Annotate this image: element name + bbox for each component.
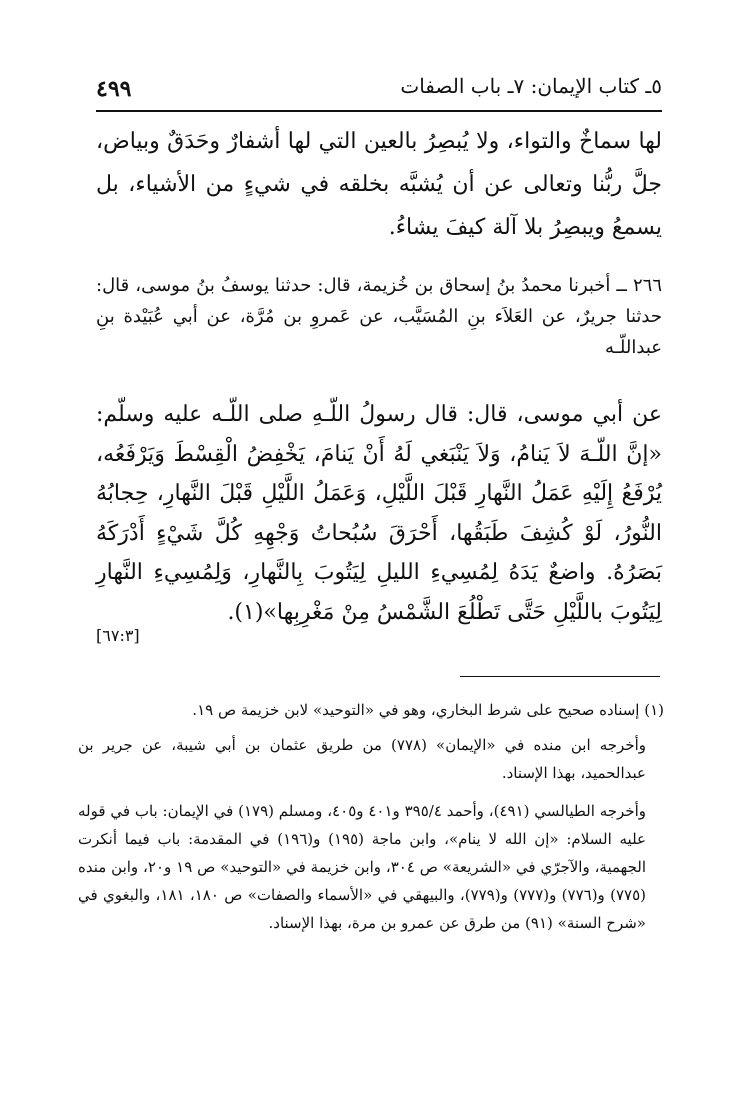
footnote-paragraph: وأخرجه ابن منده في «الإيمان» (٧٧٨) من طريق عثمان بن أبي شيبة، عن جرير بن عبدالحميد، بهذا الإسناد. [78, 736, 647, 782]
page-header [96, 72, 662, 108]
paragraph-intro: لها سماخٌ والتواء، ولا يُبصِرُ بالعين التي لها أشفارٌ وحَدَقٌ وبياض، جلَّ ربُّنا وتعالى عن أن يُشبَّه بخلقه في شيءٍ من الأشياء، بل يسمعُ ويبصِرُ بلا آلة كيفَ يشاءُ. [96, 129, 662, 240]
hadith-text: عن أبي موسى، قال: قال رسولُ اللّـهِ صلى اللّـه عليه وسلّم: «إنَّ اللّـهَ لاَ يَنامُ، وَلاَ يَنْبَغي لَهُ أَنْ يَنامَ، يَخْفِضُ الْقِسْطَ وَيَرْفَعُه، يُرْفَعُ إِلَيْهِ عَمَلُ النَّهارِ قَبْلَ اللَّيْلِ، وَعَمَلُ اللَّيْلِ قَبْلَ النَّهارِ، حِجابُهُ النُّورُ، لَوْ كُشِفَ طَبَقُها، أَحْرَقَ سُبُحاتُ وَجْهِهِ كُلَّ شَيْءٍ أَدْرَكَهُ بَصَرُهُ. واضعٌ يَدَهُ لِمُسِيءِ الليلِ لِيَتُوبَ بِالنَّهارِ، وَلِمُسِيءِ النَّهارِ لِيَتُوبَ باللَّيْلِ حَتَّى تَطْلُعَ الشَّمْسُ مِنْ مَغْرِبِها»(١). [96, 402, 662, 625]
footnote-paragraph: وأخرجه الطيالسي (٤٩١)، وأحمد ٣٩٥/٤ و٤٠١ و٤٠٥، ومسلم (١٧٩) في الإيمان: باب في قوله عليه السلام: «إن الله لا ينام»، وابن ماجة (١٩٥) و(١٩٦) في المقدمة: باب فيما أنكرت الجهمية، والآجرّي في «الشريعة» ص ٣٠٤، وابن خزيمة في «التوحيد» ص ١٩ و٢٠، وابن منده (٧٧٥) و(٧٧٦) و(٧٧٧) و(٧٧٩)، والبيهقي في «الأسماء والصفات» ص ١٨٠، ١٨١، والبغوي في «شرح السنة» (٩١) من طرق عن عمرو بن مرة، بهذا الإسناد. [78, 802, 647, 932]
footnote-separator [460, 676, 660, 677]
page-number: ٤٩٩ [96, 76, 132, 102]
hadith-chain: ٢٦٦ ــ أخبرنا محمدُ بنُ إسحاق بن خُزيمة، قال: حدثنا يوسفُ بنُ موسى، قال: حدثنا جريرٌ، عن العَلاَء بنِ المُسَيَّب، عن عَمروِ بن مُرَّة، عن أبي عُبَيْدة بنِ عبداللّـه [96, 275, 662, 358]
citation-reference: [٦٧:٣] [96, 626, 140, 645]
running-title: ٥ـ كتاب الإيمان: ٧ـ باب الصفات [400, 74, 662, 98]
header-rule [96, 110, 662, 112]
footnote-1: (١) إسناده صحيح على شرط البخاري، وهو في «التوحيد» لابن خزيمة ص ١٩. [192, 701, 664, 719]
